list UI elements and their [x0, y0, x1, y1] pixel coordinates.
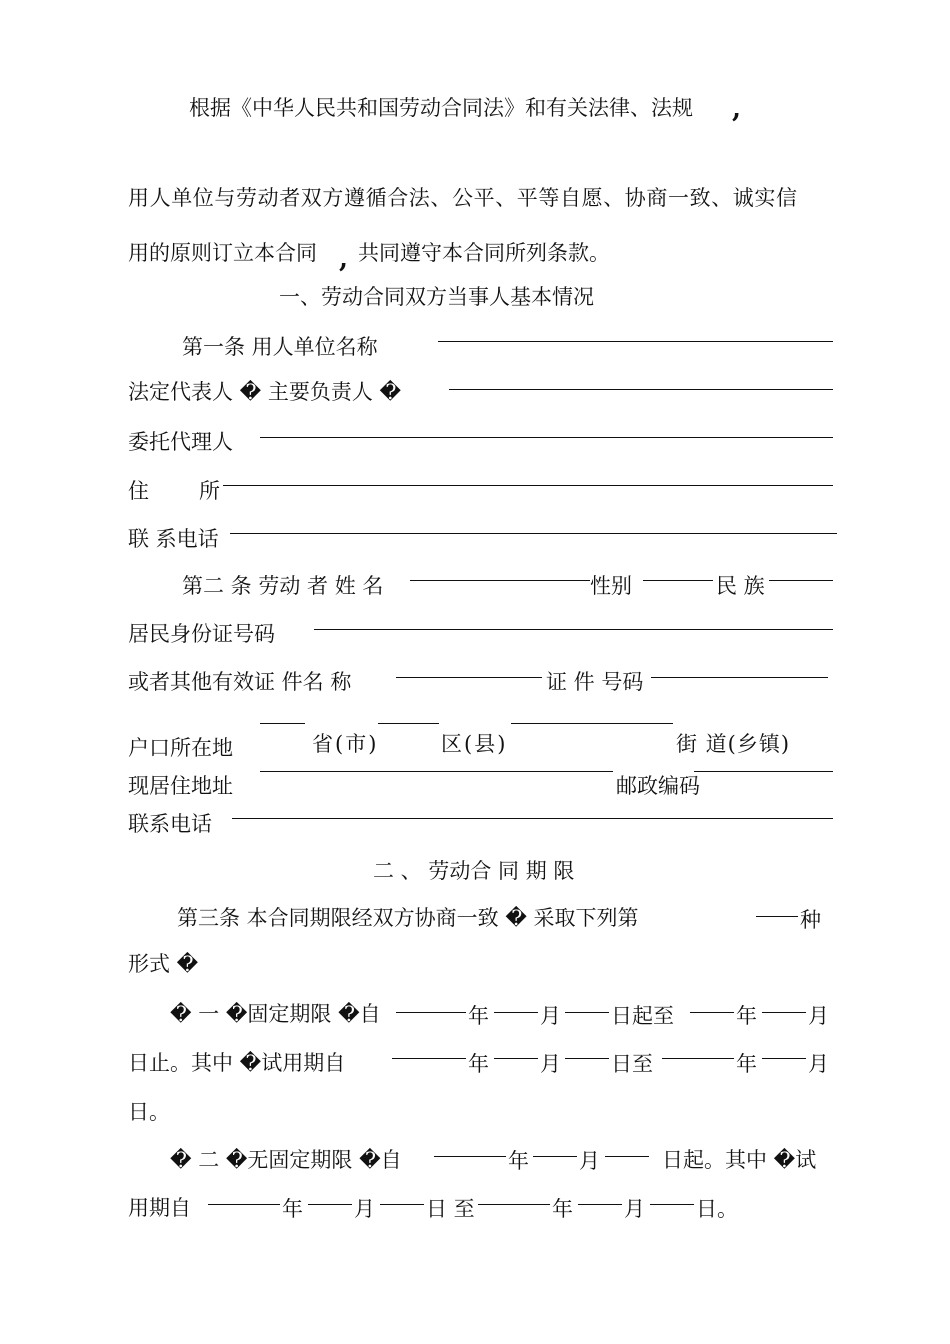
id-number-line[interactable]: [314, 629, 833, 630]
fixed-term-label: � 一 �固定期限 �自: [170, 1002, 381, 1026]
section-2-heading: 二 、 劳动合 同 期 限: [373, 859, 575, 883]
district-line[interactable]: [378, 723, 439, 724]
fixed-end-month: 月: [808, 1004, 829, 1028]
province-label: 省(市): [312, 732, 379, 756]
fixed-start-month: 月: [540, 1004, 561, 1028]
open-start-year: 年: [508, 1149, 529, 1173]
article-3-tail: 种: [800, 908, 821, 932]
fixed-end-year: 年: [736, 1004, 757, 1028]
cert-number-label: 证 件 号码: [546, 670, 644, 694]
open-probation-start-day-line[interactable]: [380, 1204, 424, 1205]
ethnicity-line[interactable]: [769, 580, 833, 581]
fixed-probation-end-day: 日。: [128, 1100, 170, 1124]
agent-label: 委托代理人: [128, 430, 233, 454]
fixed-start-month-line[interactable]: [494, 1012, 538, 1013]
open-start-month-line[interactable]: [533, 1156, 577, 1157]
open-probation-start-month: 月: [354, 1197, 375, 1221]
province-line[interactable]: [260, 723, 305, 724]
fixed-probation-end-year: 年: [736, 1052, 757, 1076]
section-1-heading: 一、劳动合同双方当事人基本情况: [279, 285, 594, 309]
open-probation-label: 用期自: [128, 1196, 191, 1220]
open-start-year-line[interactable]: [434, 1156, 506, 1157]
fixed-start-year-line[interactable]: [396, 1012, 466, 1013]
fixed-probation-start-year: 年: [468, 1052, 489, 1076]
district-label: 区(县): [441, 732, 508, 756]
open-probation-start-year-line[interactable]: [208, 1204, 280, 1205]
phone2-line[interactable]: [232, 818, 833, 819]
open-start-month: 月: [579, 1149, 600, 1173]
fixed-probation-start-day-line[interactable]: [565, 1058, 609, 1059]
intro-line-3b: 共同遵守本合同所列条款。: [358, 241, 610, 265]
open-probation-end-day: 日。: [696, 1197, 738, 1221]
intro-comma: ,: [732, 94, 742, 124]
address-label-b: 所: [199, 479, 220, 503]
agent-line[interactable]: [260, 437, 833, 438]
open-probation-end-month-line[interactable]: [578, 1204, 622, 1205]
intro-line-2: 用人单位与劳动者双方遵循合法、公平、平等自愿、协商一致、诚实信: [128, 186, 798, 210]
hukou-label: 户口所在地: [128, 736, 233, 760]
form-label: 形式 �: [128, 952, 199, 976]
open-probation-end-year-line[interactable]: [478, 1204, 550, 1205]
fixed-probation-end-year-line[interactable]: [662, 1058, 734, 1059]
fixed-probation-end-month: 月: [808, 1052, 829, 1076]
current-address-label: 现居住地址: [128, 774, 233, 798]
open-probation-end-month: 月: [624, 1197, 645, 1221]
other-id-line[interactable]: [396, 677, 542, 678]
current-address-line[interactable]: [260, 771, 613, 772]
contract-form-line[interactable]: [756, 916, 798, 917]
intro-line-1: 根据《中华人民共和国劳动合同法》和有关法律、法规: [189, 96, 693, 120]
open-probation-end-day-line[interactable]: [650, 1204, 694, 1205]
legal-representative-label: 法定代表人 � 主要负责人 �: [128, 380, 402, 404]
postcode-label: 邮政编码: [616, 774, 700, 798]
fixed-probation-start-month-line[interactable]: [494, 1058, 538, 1059]
fixed-probation-label: 日止。其中 �试用期自: [128, 1051, 346, 1075]
open-probation-end-year: 年: [552, 1197, 573, 1221]
fixed-start-year: 年: [468, 1004, 489, 1028]
phone-line[interactable]: [230, 533, 837, 534]
employer-name-line[interactable]: [438, 341, 833, 342]
gender-label: 性别: [590, 574, 632, 598]
fixed-probation-start-month: 月: [540, 1052, 561, 1076]
open-from-label: 日起。其中 �试: [662, 1148, 817, 1172]
fixed-start-day-line[interactable]: [565, 1012, 609, 1013]
article-1-label: 第一条 用人单位名称: [182, 335, 378, 359]
intro-line-3-comma: ,: [339, 244, 349, 274]
open-probation-start-year: 年: [282, 1197, 303, 1221]
address-line[interactable]: [223, 485, 833, 486]
open-probation-day-to: 日 至: [426, 1197, 475, 1221]
open-term-label: � 二 �无固定期限 �自: [170, 1148, 402, 1172]
phone-label: 联 系电话: [128, 527, 219, 551]
fixed-probation-end-month-line[interactable]: [762, 1058, 806, 1059]
postcode-line[interactable]: [694, 771, 833, 772]
cert-number-line[interactable]: [651, 677, 828, 678]
fixed-end-year-line[interactable]: [690, 1012, 734, 1013]
article-3-label: 第三条 本合同期限经双方协商一致 � 采取下列第: [177, 906, 639, 930]
legal-representative-line[interactable]: [449, 389, 833, 390]
fixed-probation-start-year-line[interactable]: [392, 1058, 466, 1059]
worker-name-line[interactable]: [410, 580, 590, 581]
street-label: 街 道(乡镇): [676, 732, 791, 756]
open-probation-start-month-line[interactable]: [308, 1204, 352, 1205]
fixed-probation-day-to: 日至: [611, 1052, 653, 1076]
ethnicity-label: 民 族: [716, 574, 765, 598]
other-id-label: 或者其他有效证 件名 称: [128, 670, 352, 694]
street-line[interactable]: [511, 723, 673, 724]
phone2-label: 联系电话: [128, 812, 212, 836]
address-label-a: 住: [128, 479, 149, 503]
fixed-end-month-line[interactable]: [762, 1012, 806, 1013]
open-start-day-line[interactable]: [605, 1156, 649, 1157]
gender-line[interactable]: [643, 580, 713, 581]
article-2-label: 第二 条 劳动 者 姓 名: [182, 574, 384, 598]
fixed-from-to: 日起至: [611, 1004, 674, 1028]
id-number-label: 居民身份证号码: [128, 622, 275, 646]
intro-line-3a: 用的原则订立本合同: [128, 241, 317, 265]
